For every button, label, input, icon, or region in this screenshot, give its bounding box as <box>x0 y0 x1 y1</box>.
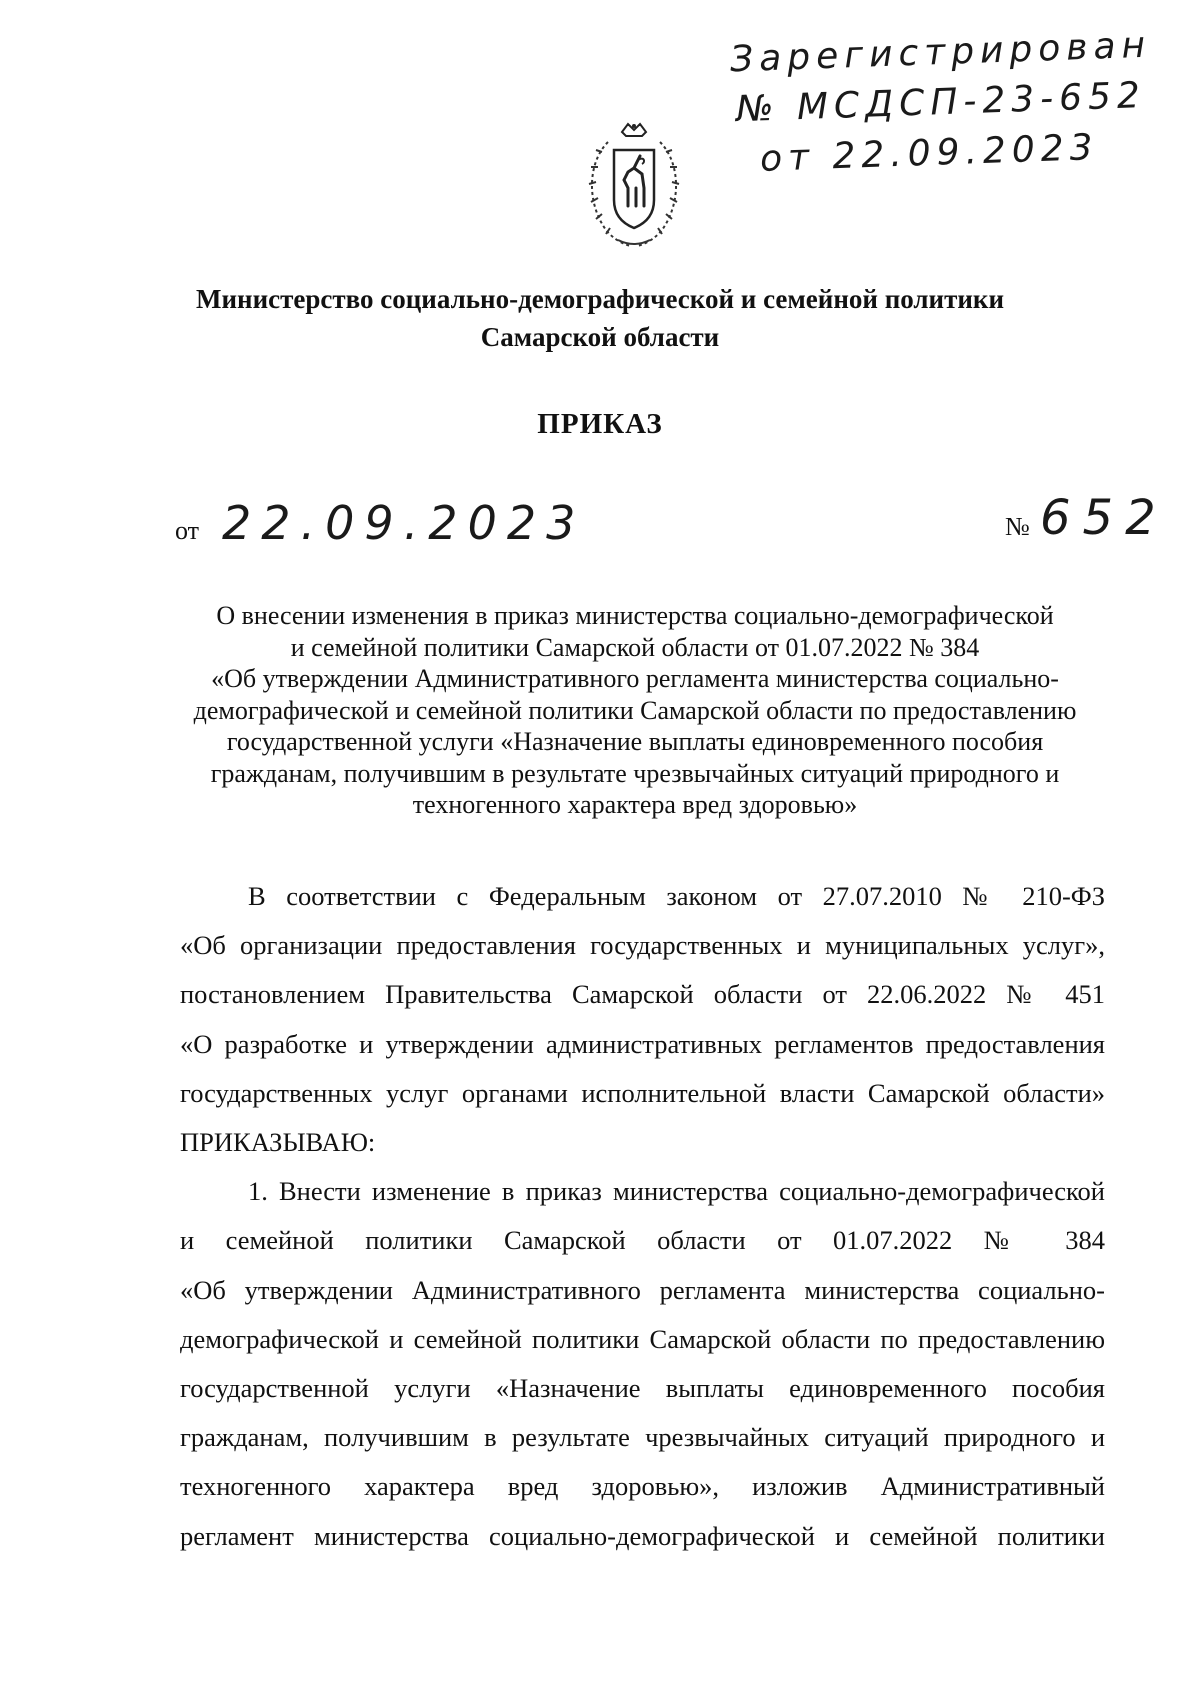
date-label: от <box>175 516 200 545</box>
body-line: 1. Внести изменение в приказ министерства социально-демографической <box>248 1176 1105 1207</box>
date-value: 22.09.2023 <box>222 496 586 550</box>
order-subject <box>170 600 1100 821</box>
number-value: 652 <box>1040 490 1168 546</box>
subject-line: техногенного характера вред здоровью» <box>412 790 858 819</box>
samara-coat-of-arms-icon <box>578 122 690 254</box>
ministry-name-line: Министерство социально-демографической и семейной политики <box>195 284 1005 314</box>
body-line: гражданам, получившим в результате чрезвычайных ситуаций природного и <box>180 1422 1105 1453</box>
subject-line: гражданам, получившим в результате чрезвычайных ситуаций природного и <box>210 758 1060 788</box>
body-line: «О разработке и утверждении административных регламентов предоставления <box>180 1028 1105 1059</box>
body-line: «Об утверждении Административного регламента министерства социально- <box>180 1274 1105 1305</box>
document-type: ПРИКАЗ <box>537 408 663 440</box>
body-line: и семейной политики Самарской области от 01.07.2022 № 384 <box>180 1225 1105 1256</box>
body-line: демографической и семейной политики Самарской области по предоставлению <box>180 1323 1105 1354</box>
body-line: техногенного характера вред здоровью», изложив Административный <box>180 1471 1105 1502</box>
subject-line: и семейной политики Самарской области от 01.07.2022 № 384 <box>290 632 980 662</box>
body-line-order-directive: ПРИКАЗЫВАЮ: <box>180 1127 376 1158</box>
subject-line: «Об утверждении Административного регламента министерства социально- <box>211 664 1059 693</box>
body-line: государственных услуг органами исполнительной власти Самарской области» <box>180 1077 1105 1108</box>
registration-note-line: Зарегистрирован <box>729 24 1152 81</box>
subject-line: демографической и семейной политики Самарской области по предоставлению <box>193 695 1077 725</box>
ministry-region-line: Самарской области <box>480 322 720 352</box>
order-body <box>180 872 1105 1561</box>
registration-note-line: № МСДСП-23-652 <box>735 74 1147 131</box>
body-line: государственной услуги «Назначение выплаты единовременного пособия <box>180 1373 1105 1404</box>
number-label: № <box>1005 512 1030 541</box>
registration-note <box>729 24 1152 180</box>
body-line: постановлением Правительства Самарской области от 22.06.2022 № 451 <box>180 979 1105 1010</box>
body-line: В соответствии с Федеральным законом от 27.07.2010 № 210-ФЗ <box>248 881 1105 911</box>
subject-line: О внесении изменения в приказ министерства социально-демографической <box>216 601 1054 630</box>
body-line: регламент министерства социально-демографической и семейной политики <box>180 1520 1105 1551</box>
body-line: «Об организации предоставления государственных и муниципальных услуг», <box>180 930 1105 961</box>
subject-line: государственной услуги «Назначение выплаты единовременного пособия <box>226 727 1044 756</box>
registration-note-line: от 22.09.2023 <box>759 127 1100 180</box>
ministry-heading <box>0 280 1200 356</box>
